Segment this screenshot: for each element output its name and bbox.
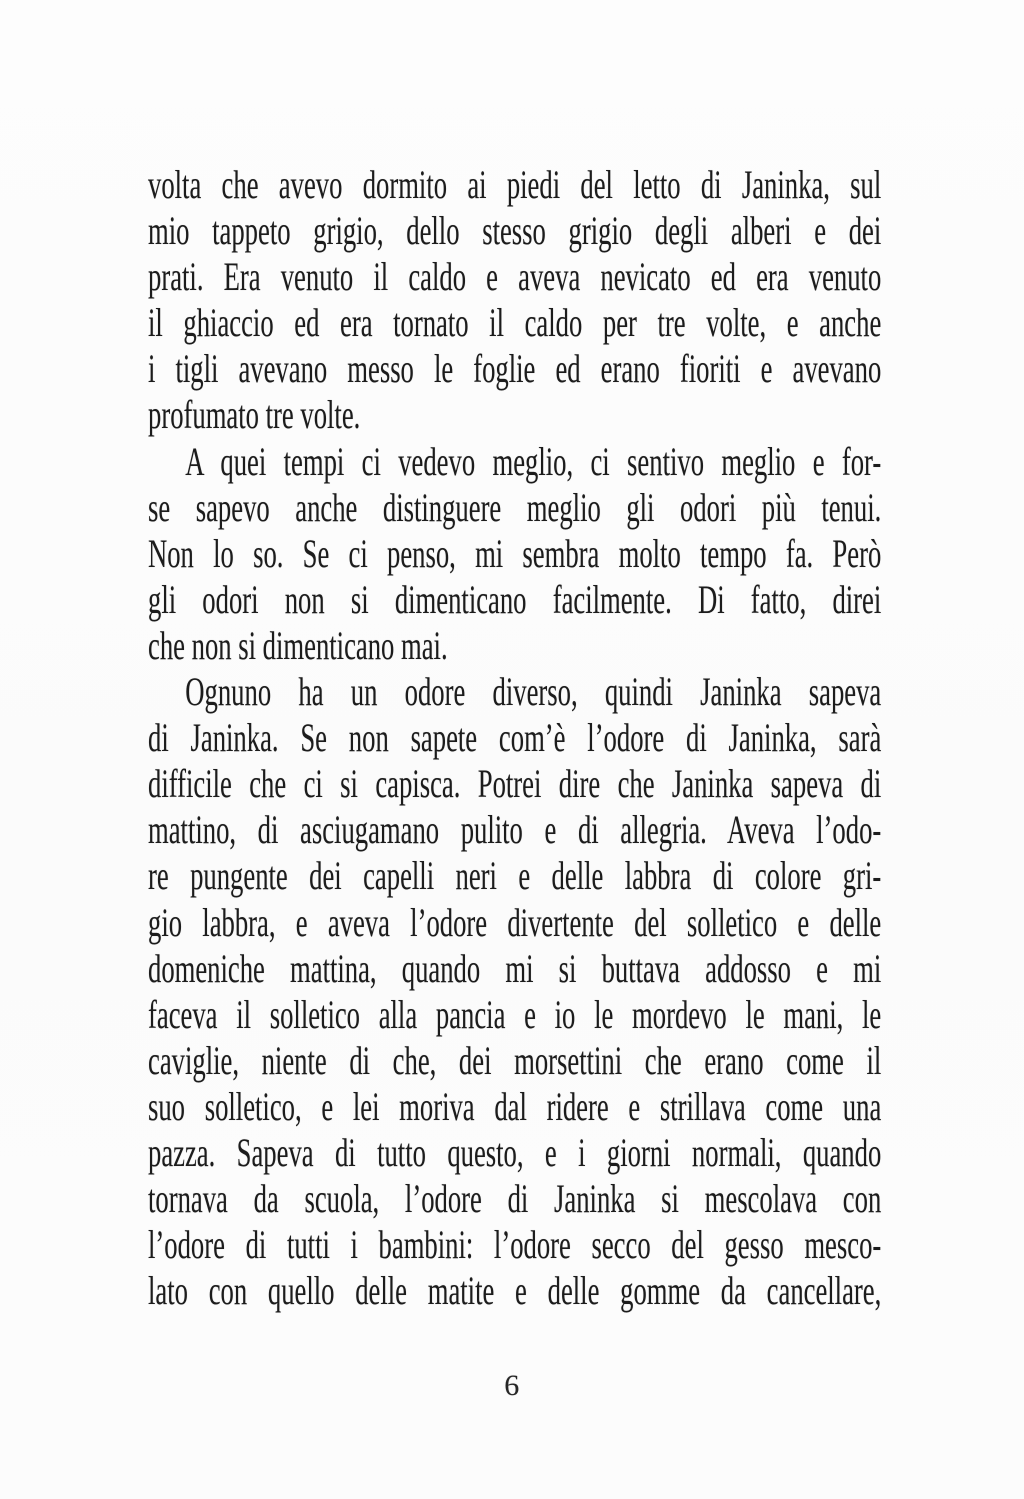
text-line: volta che avevo dormito ai piedi del letto di Janinka, sul — [148, 162, 882, 207]
text-line: se sapevo anche distinguere meglio gli odori più tenui. — [148, 484, 882, 530]
text-line: profumato tre volte. — [148, 392, 361, 438]
page-number: 6 — [504, 1369, 520, 1402]
text-line: il ghiaccio ed era tornato il caldo per tre volte, e anche — [148, 300, 882, 346]
text-line: l’odore di tutti i bambini: l’odore secco del gesso mesco- — [148, 1222, 882, 1268]
text-line: i tigli avevano messo le foglie ed erano fioriti e avevano — [148, 346, 882, 392]
text-line: Ognuno ha un odore diverso, quindi Janinka sapeva — [185, 669, 882, 715]
text-line: mio tappeto grigio, dello stesso grigio degli alberi e dei — [148, 208, 882, 254]
text-line: prati. Era venuto il caldo e aveva nevicato ed era venuto — [148, 254, 882, 300]
paragraph — [148, 162, 881, 439]
paragraph — [148, 439, 881, 669]
text-line: di Janinka. Se non sapete com’è l’odore di Janinka, sarà — [148, 715, 882, 761]
text-line: re pungente dei capelli neri e delle labbra di colore gri- — [148, 853, 882, 899]
text-line: gli odori non si dimenticano facilmente. Di fatto, direi — [148, 576, 882, 622]
text-line: Non lo so. Se ci penso, mi sembra molto tempo fa. Però — [148, 530, 882, 576]
text-line: difficile che ci si capisca. Potrei dire che Janinka sapeva di — [148, 761, 882, 807]
text-line: pazza. Sapeva di tutto questo, e i giorni normali, quando — [148, 1129, 882, 1175]
page-text — [148, 162, 881, 1314]
text-line: tornava da scuola, l’odore di Janinka si mescolava con — [148, 1176, 882, 1222]
text-line: domeniche mattina, quando mi si buttava addosso e mi — [148, 945, 882, 991]
text-line: faceva il solletico alla pancia e io le mordevo le mani, le — [148, 991, 882, 1037]
text-line: A quei tempi ci vedevo meglio, ci sentivo meglio e for- — [185, 438, 882, 484]
text-line: che non si dimenticano mai. — [148, 622, 448, 668]
text-line: lato con quello delle matite e delle gomme da cancellare, — [148, 1268, 882, 1314]
text-line: gio labbra, e aveva l’odore divertente del solletico e delle — [148, 899, 882, 945]
text-line: caviglie, niente di che, dei morsettini che erano come il — [148, 1037, 882, 1083]
text-line: mattino, di asciugamano pulito e di allegria. Aveva l’odo- — [148, 807, 882, 853]
paragraph — [148, 669, 881, 1314]
text-line: suo solletico, e lei moriva dal ridere e strillava come una — [148, 1083, 882, 1129]
